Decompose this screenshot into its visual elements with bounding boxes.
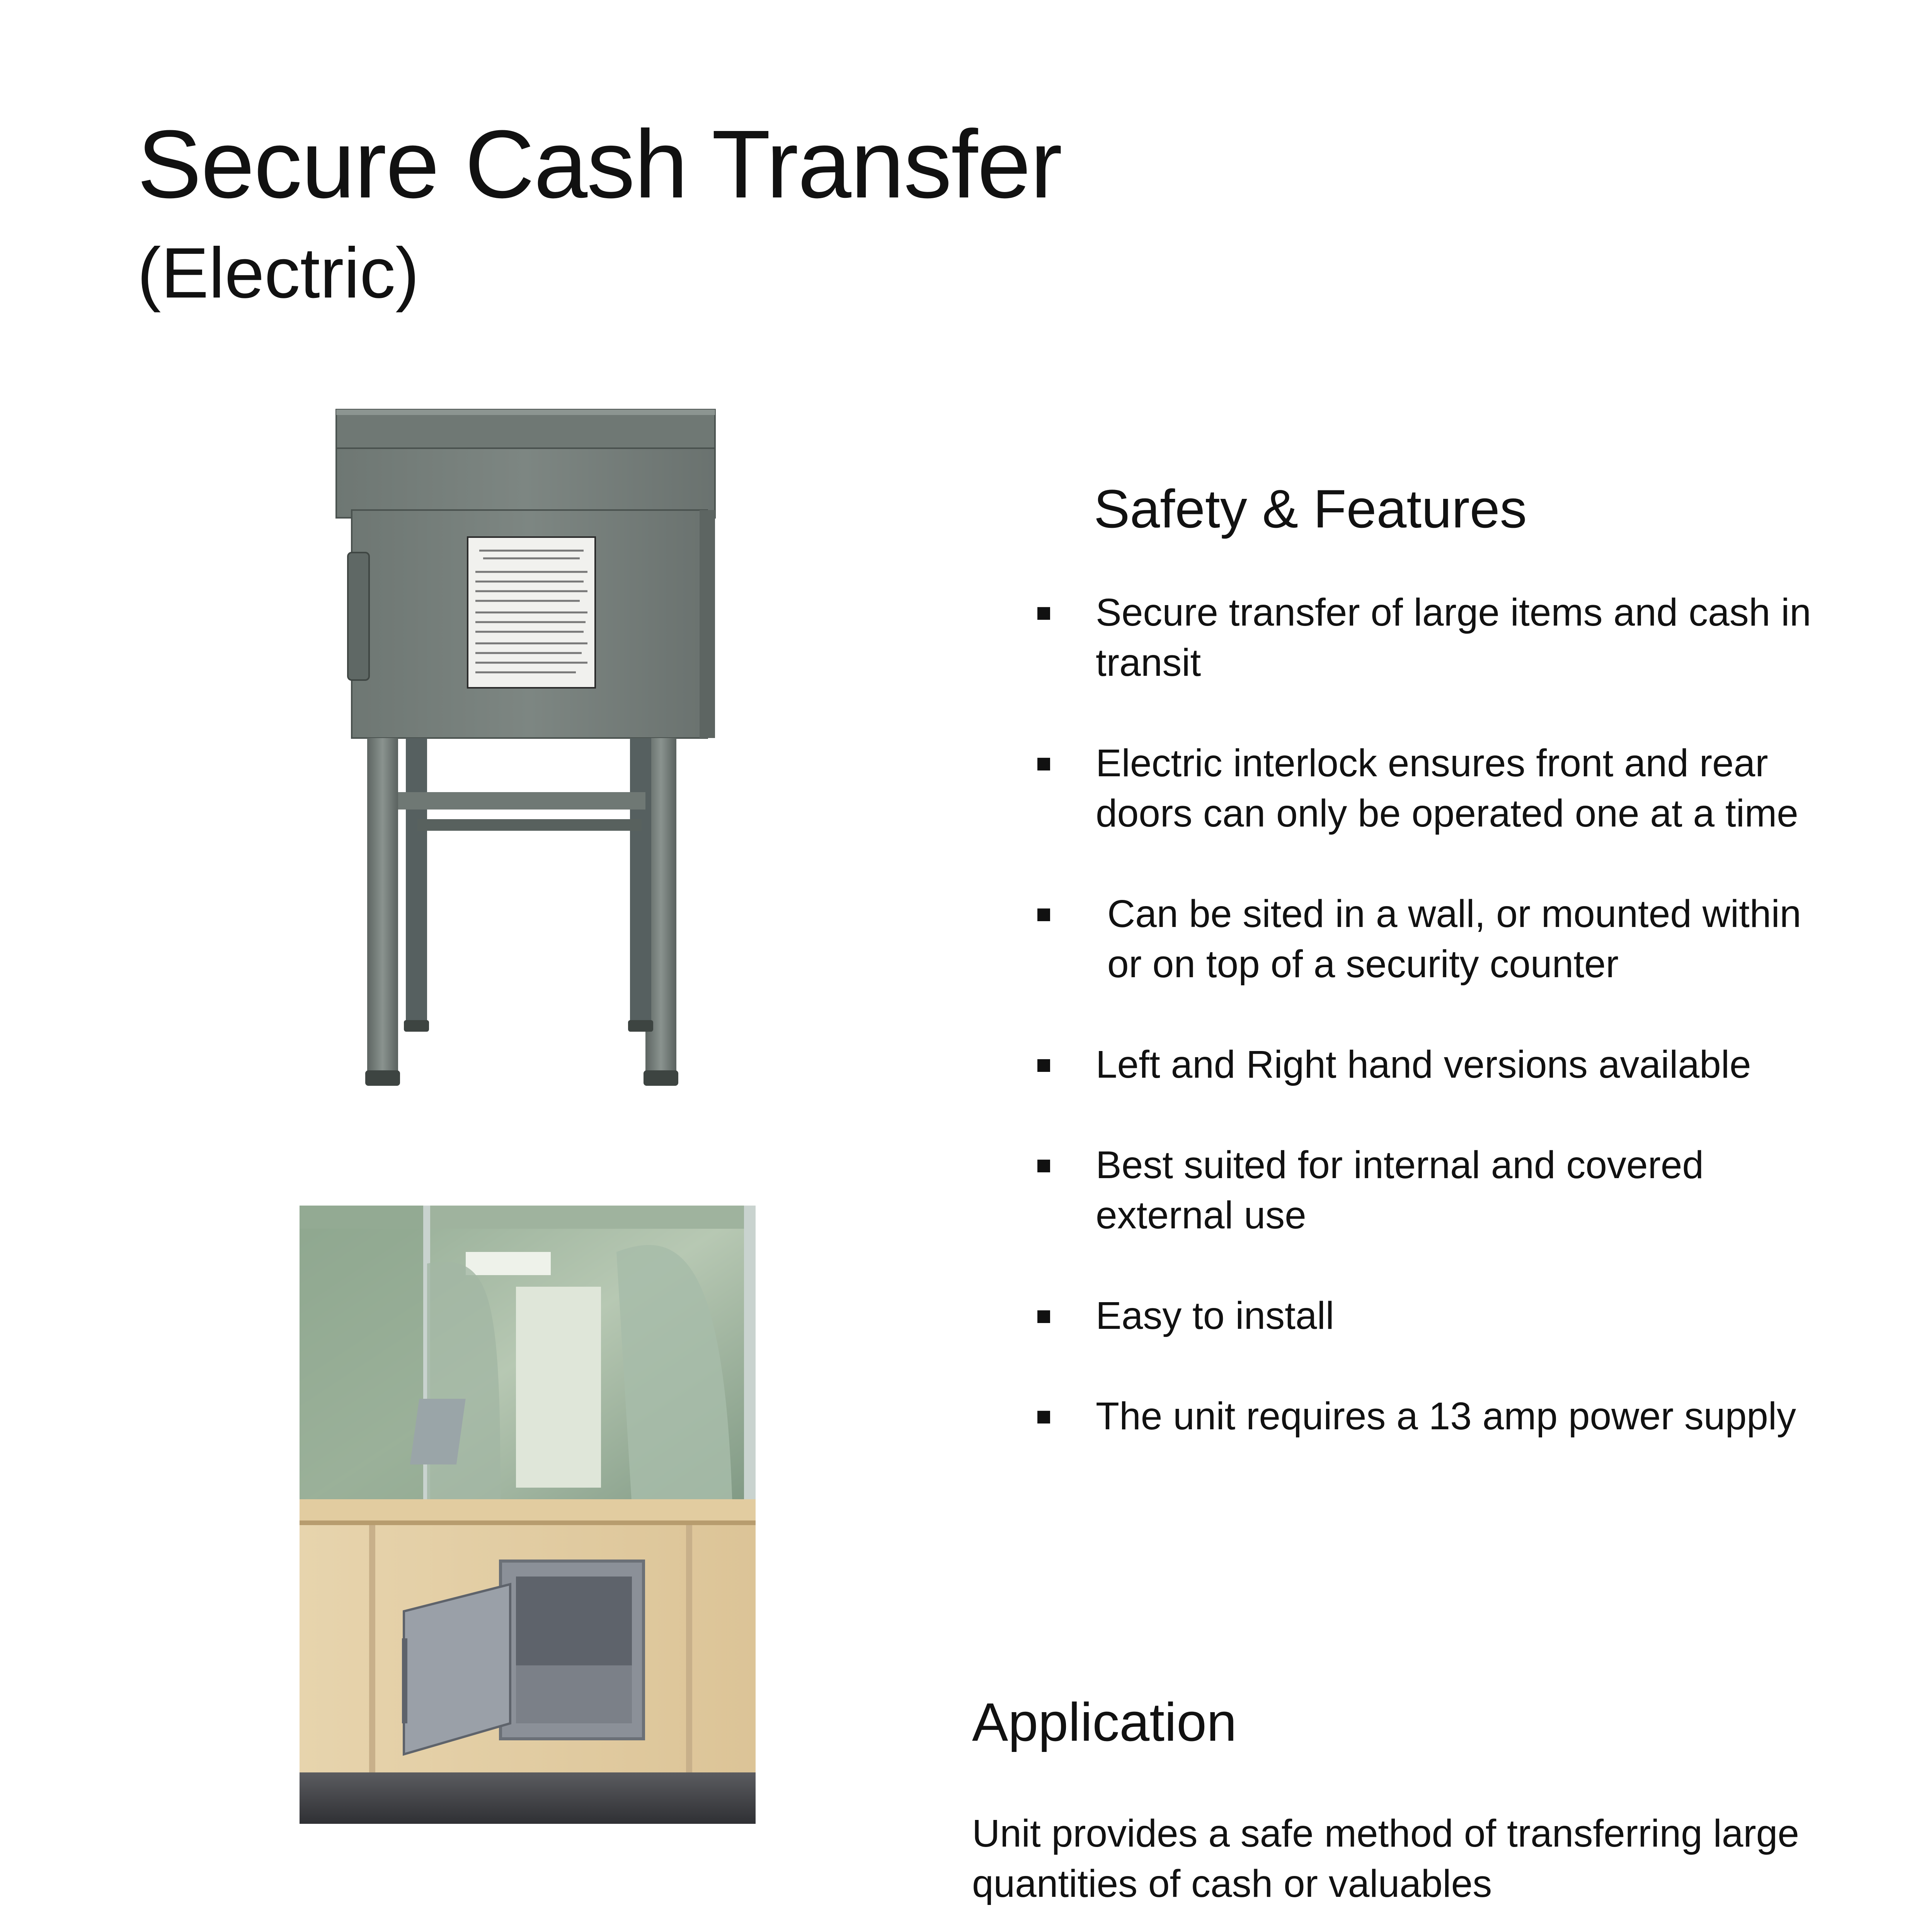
installed-counter-photo xyxy=(300,1206,756,1824)
page-subtitle: (Electric) xyxy=(137,233,419,313)
bullet-square-icon: ■ xyxy=(1036,1150,1052,1180)
page-title: Secure Cash Transfer xyxy=(137,110,1062,218)
application-heading: Application xyxy=(972,1692,1237,1752)
bullet-square-icon: ■ xyxy=(1036,1301,1052,1330)
bullet-square-icon: ■ xyxy=(1036,899,1052,929)
feature-item: ■ Secure transfer of large items and cash in transit xyxy=(1036,587,1828,688)
feature-item: ■ Left and Right hand versions available xyxy=(1036,1039,1828,1090)
feature-item: ■ Best suited for internal and covered external use xyxy=(1036,1140,1828,1240)
bullet-square-icon: ■ xyxy=(1036,598,1052,627)
feature-item: ■ Easy to install xyxy=(1036,1291,1828,1341)
feature-item: ■ The unit requires a 13 amp power supply xyxy=(1036,1391,1828,1441)
features-heading: Safety & Features xyxy=(1094,478,1527,539)
bullet-square-icon: ■ xyxy=(1036,1401,1052,1431)
feature-item: ■ Can be sited in a wall, or mounted within or on top of a security counter xyxy=(1036,889,1828,989)
bullet-square-icon: ■ xyxy=(1036,748,1052,778)
feature-item: ■ Electric interlock ensures front and rear doors can only be operated one at a time xyxy=(1036,738,1828,838)
application-paragraph: Unit provides a safe method of transferring large quantities of cash or valuables xyxy=(972,1812,1799,1905)
cabinet-product-image xyxy=(329,402,730,1097)
bullet-square-icon: ■ xyxy=(1036,1050,1052,1079)
features-list xyxy=(1036,587,1828,1492)
